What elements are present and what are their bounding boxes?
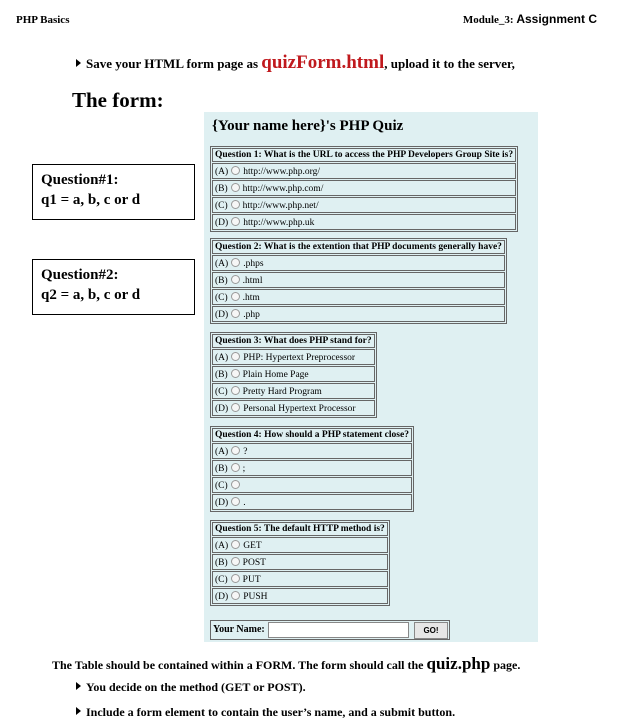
- quiz-form-panel: [204, 112, 538, 642]
- option-text: .htm: [242, 292, 260, 303]
- question2-box-title: Question#2:: [41, 267, 119, 283]
- radio-button[interactable]: [231, 540, 240, 549]
- save-instruction: [76, 52, 515, 74]
- option-letter: (B): [215, 557, 228, 568]
- option-letter: (C): [215, 200, 228, 211]
- radio-button[interactable]: [231, 369, 240, 378]
- radio-button[interactable]: [231, 403, 240, 412]
- option-row: [212, 477, 412, 493]
- question-table-1: [210, 146, 518, 232]
- option-letter: (B): [215, 275, 228, 286]
- option-letter: (A): [215, 166, 229, 177]
- footer-line1-pre: The Table should be contained within a FORM. The form should call the: [52, 658, 427, 672]
- radio-button[interactable]: [231, 275, 240, 284]
- question-text: Question 1: What is the URL to access the PHP Developers Group Site is?: [212, 148, 516, 162]
- radio-button[interactable]: [231, 386, 240, 395]
- option-row: [212, 163, 516, 179]
- option-text: .html: [242, 275, 263, 286]
- option-text: .phps: [243, 258, 264, 269]
- question2-box: [32, 259, 195, 315]
- option-row: [212, 349, 375, 365]
- option-text: GET: [243, 540, 262, 551]
- option-text: .php: [243, 309, 260, 320]
- option-text: ;: [242, 463, 246, 474]
- option-text: Personal Hypertext Processor: [243, 403, 356, 414]
- question-table-2: [210, 238, 507, 324]
- option-row: [212, 255, 505, 271]
- question1-box-title: Question#1:: [41, 172, 119, 188]
- radio-button[interactable]: [231, 352, 240, 361]
- option-letter: (C): [215, 574, 228, 585]
- question-text: Question 3: What does PHP stand for?: [212, 334, 375, 348]
- name-label: Your Name:: [213, 624, 265, 635]
- option-letter: (D): [215, 591, 229, 602]
- radio-button[interactable]: [231, 309, 240, 318]
- option-row: [212, 460, 412, 476]
- option-text: POST: [242, 557, 266, 568]
- option-text: PUSH: [243, 591, 268, 602]
- option-letter: (C): [215, 292, 228, 303]
- footer-bullet-1-text: You decide on the method (GET or POST).: [86, 680, 306, 694]
- radio-button[interactable]: [231, 557, 240, 566]
- option-row: [212, 383, 375, 399]
- footer-form-instruction: [52, 654, 520, 674]
- radio-button[interactable]: [231, 166, 240, 175]
- question-text: Question 5: The default HTTP method is?: [212, 522, 388, 536]
- footer-line1-file: quiz.php: [426, 654, 491, 673]
- question-table-3: [210, 332, 377, 418]
- option-text: ?: [243, 446, 248, 457]
- footer-line1-post: page.: [490, 658, 521, 672]
- option-row: [212, 571, 388, 587]
- footer-bullet-2-text: Include a form element to contain the user’s name, and a submit button.: [86, 705, 456, 719]
- header-module: Module_3:: [462, 14, 517, 26]
- option-text: Pretty Hard Program: [242, 386, 322, 397]
- option-row: [212, 400, 375, 416]
- option-text: http://www.php.net/: [242, 200, 319, 211]
- option-row: [212, 289, 505, 305]
- question1-box-answer: q1 = a, b, c or d: [41, 192, 141, 208]
- option-letter: (C): [215, 386, 228, 397]
- option-row: [212, 197, 516, 213]
- option-text: http://www.php.uk: [243, 217, 315, 228]
- option-letter: (D): [215, 217, 229, 228]
- radio-button[interactable]: [231, 183, 240, 192]
- header-right: [463, 12, 597, 26]
- radio-button[interactable]: [231, 446, 240, 455]
- option-letter: (D): [215, 403, 229, 414]
- save-filename: quizForm.html: [261, 52, 385, 73]
- option-letter: (A): [215, 540, 229, 551]
- option-text: PHP: Hypertext Preprocessor: [243, 352, 356, 363]
- question2-box-answer: q2 = a, b, c or d: [41, 287, 141, 303]
- go-button[interactable]: GO!: [414, 622, 448, 639]
- bullet-arrow-icon: [76, 682, 81, 690]
- footer-bullet-1: [76, 680, 306, 695]
- header-assignment: Assignment C: [516, 12, 597, 26]
- option-row: [212, 366, 375, 382]
- option-row: [212, 554, 388, 570]
- radio-button[interactable]: [231, 292, 240, 301]
- question1-box: [32, 164, 195, 220]
- option-text: http://www.php.org/: [243, 166, 320, 177]
- option-letter: (A): [215, 352, 229, 363]
- question-text: Question 4: How should a PHP statement close?: [212, 428, 412, 442]
- bullet-arrow-icon: [76, 59, 81, 67]
- save-instruction-pre: Save your HTML form page as: [86, 56, 262, 71]
- option-text: PUT: [242, 574, 261, 585]
- quiz-title: {Your name here}'s PHP Quiz: [212, 118, 404, 134]
- option-letter: (D): [215, 497, 229, 508]
- option-row: [212, 180, 516, 196]
- option-letter: (A): [215, 446, 229, 457]
- footer-bullet-2: [76, 705, 455, 720]
- radio-button[interactable]: [231, 591, 240, 600]
- question-table-4: [210, 426, 414, 512]
- option-row: [212, 443, 412, 459]
- radio-button[interactable]: [231, 258, 240, 267]
- bullet-arrow-icon: [76, 707, 81, 715]
- option-row: [212, 588, 388, 604]
- option-letter: (D): [215, 309, 229, 320]
- option-row: [212, 306, 505, 322]
- option-row: [212, 214, 516, 230]
- option-letter: (B): [215, 463, 228, 474]
- question-text: Question 2: What is the extention that PHP documents generally have?: [212, 240, 505, 254]
- option-letter: (A): [215, 258, 229, 269]
- option-row: [212, 494, 412, 510]
- question-table-5: [210, 520, 390, 606]
- radio-button[interactable]: [231, 480, 240, 489]
- option-text: Plain Home Page: [242, 369, 309, 380]
- radio-button[interactable]: [231, 497, 240, 506]
- option-letter: (C): [215, 480, 228, 491]
- radio-button[interactable]: [231, 200, 240, 209]
- radio-button[interactable]: [231, 217, 240, 226]
- save-instruction-post: , upload it to the server,: [384, 56, 515, 71]
- radio-button[interactable]: [231, 574, 240, 583]
- option-row: [212, 272, 505, 288]
- option-letter: (B): [215, 183, 228, 194]
- option-row: [212, 537, 388, 553]
- option-text: .: [243, 497, 246, 508]
- header-left: PHP Basics: [16, 14, 70, 26]
- form-heading: The form:: [72, 88, 164, 112]
- radio-button[interactable]: [231, 463, 240, 472]
- name-row: [210, 620, 450, 640]
- option-letter: (B): [215, 369, 228, 380]
- option-text: http://www.php.com/: [242, 183, 324, 194]
- name-input[interactable]: [268, 622, 409, 638]
